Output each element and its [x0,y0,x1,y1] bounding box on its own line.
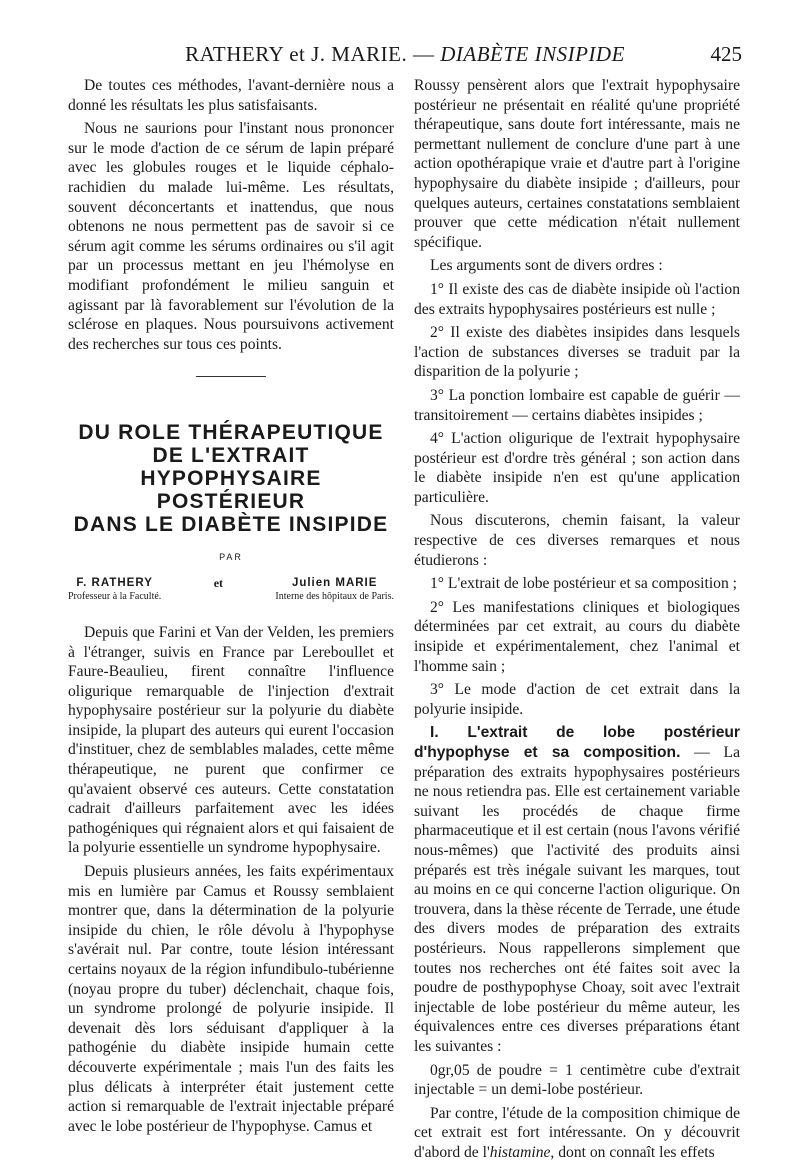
article-title-line: HYPOPHYSAIRE POSTÉRIEUR [140,467,322,514]
article-title-line: DANS LE DIABÈTE INSIPIDE [73,513,389,537]
article-title [68,421,394,536]
paragraph: 0gr,05 de poudre = 1 centimètre cube d'extrait injectable = un demi-lobe postérieur. [414,1061,740,1099]
paragraph: Nous ne saurions pour l'instant nous prononcer sur le mode d'action de ce sérum de lapin préparé avec les globules rouges et le liquide céphalo-rachidien du malade lui-même. Les résultats, souvent déconcertants et inattendus, que nous obtenons ne nous permettent pas de savoir si ce sérum agit comme les sérums ordinaires ou s'il agit par un processus mettant en jeu l'hémolyse en modifiant profondément le milieu sanguin et agissant par là favorablement sur l'évolution de la sclérose en plaques. Nous poursuivons activement des recherches sur tous ces points. [68,120,394,353]
list-item: 3° La ponction lombaire est capable de guérir — transitoirement — certains diabètes insipides ; [414,386,740,424]
author-conjunction: et [213,575,224,590]
authors [68,577,394,603]
running-title [68,42,742,67]
list-item: 1° L'extrait de lobe postérieur et sa composition ; [430,575,737,593]
right-column [414,76,740,1166]
running-header [68,42,742,72]
list-item: 3° Le mode d'action de cet extrait dans la polyurie insipide. [414,681,740,718]
section-divider [196,376,266,377]
text-run: Par contre, l'étude de la composition chimique de cet extrait est fort intéressante. On y découvrit d'abord de l' [414,1104,740,1161]
left-column [68,76,394,1140]
list-item: 2° Il existe des diabètes insipides dans lesquels l'action de substances diverses se traduit par la disparition de la polyurie ; [414,324,740,381]
author-role: Professeur à la Faculté. [68,590,162,602]
byline-par: PAR [219,552,243,563]
author-name: F. RATHERY [76,576,153,589]
list-item: 1° Il existe des cas de diabète insipide où l'action des extraits hypophysaires postérieurs est nulle ; [414,280,740,318]
author-name: Julien MARIE [291,576,378,589]
author-marie [275,577,394,603]
paragraph [414,1104,740,1163]
paragraph: Roussy pensèrent alors que l'extrait hypophysaire postérieur ne présentait en réalité qu'une propriété thérapeutique, sans doute fort intéressante, mais ne permettant nullement de conclure d'une part à une action opothérapique vraie et d'autre part à l'origine hypophysaire du diabète insipide ; d'ailleurs, pour quelques auteurs, certaines constatations semblaient prouver que cette médication n'était nullement spécifique. [414,77,740,251]
paragraph: Depuis plusieurs années, les faits expérimentaux mis en lumière par Camus et Roussy semblaient montrer que, dans la détermination de la polyurie insipide du chien, le rôle dévolu à l'hypophyse s'avérait nul. Par contre, toute lésion intéressant certains noyaux de la région infundibulo-tubérienne (noyau propre du tuber) déclenchait, chaque fois, un syndrome prolongé de polyurie insipide. Il devenait dès lors séduisant d'appliquer à la pathogénie du diabète insipide humain cette découverte expérimentale ; mais l'un des faits les plus délicats à interpréter était justement cette action si remarquable de l'extrait injectable préparé avec le lobe postérieur de l'hypophyse. Camus et [68,863,394,1135]
article-title-line: DE L'EXTRAIT [152,444,310,468]
author-role: Interne des hôpitaux de Paris. [275,590,394,602]
author-rathery [68,577,161,603]
running-title-subject: DIABÈTE INSIPIDE [440,42,625,66]
page-number: 425 [710,42,742,66]
article-title-line: DU ROLE THÉRAPEUTIQUE [78,421,384,445]
paragraph: Les arguments sont de divers ordres : [430,257,663,275]
list-item: 2° Les manifestations cliniques et biologiques déterminées par cet extrait, au cours du diabète insipide et expérimentalement, chez l'animal et l'homme sain ; [414,598,740,675]
text-run: , dont on connaît les effets [550,1143,715,1161]
section-body: — La préparation des extraits hypophysaires postérieurs ne nous retiendra pas. Elle est certainement variable suivant les procédés de chaque firme pharmaceutique et il est certain (nous l'avons vérifié nous-mêmes) que l'activité des produits ainsi préparés est très inégale suivant les marques, tout au moins en ce qui concerne l'action oligurique. On trouvera, dans la thèse récente de Terrade, une étude des divers modes de préparation des extraits postérieurs. Nous rappellerons simplement que toutes nos recherches ont été faites soit avec la poudre de posthypophyse Choay, soit avec l'extrait injectable de lobe postérieur du même auteur, les équivalences entre ces diverses préparations étant les suivantes : [414,744,740,1055]
paragraph: De toutes ces méthodes, l'avant-dernière nous a donné les résultats les plus satisfaisants. [68,77,394,114]
emphasis: histamine [489,1143,551,1161]
section-heading: I. L'extrait de lobe postérieur d'hypophyse et sa composition. [414,724,740,761]
section-paragraph [414,723,740,1056]
paragraph: Depuis que Farini et Van der Velden, les premiers à l'étranger, suivis en France par Lereboullet et Faure-Beaulieu, firent connaître l'influence oligurique remarquable de l'injection d'extrait hypophysaire postérieur sur la polyurie du diabète insipide, la plupart des auteurs qui eurent l'occasion d'instituer, chez de semblables malades, cette même thérapeutique, ne purent que confirmer ce qu'avaient observé ces auteurs. Cette constatation cadrait d'ailleurs parfaitement avec les idées pathogéniques qui régnaient alors et qui faisaient de la polyurie essentielle un syndrome hypophysaire. [68,623,394,857]
paragraph: Nous discuterons, chemin faisant, la valeur respective de ces diverses remarques et nous étudierons : [414,512,740,569]
running-title-authors: RATHERY et J. MARIE. — [185,42,435,66]
list-item: 4° L'action oligurique de l'extrait hypophysaire postérieur est d'ordre très général ; son action dans le diabète insipide n'en est qu'une application particulière. [414,430,740,506]
